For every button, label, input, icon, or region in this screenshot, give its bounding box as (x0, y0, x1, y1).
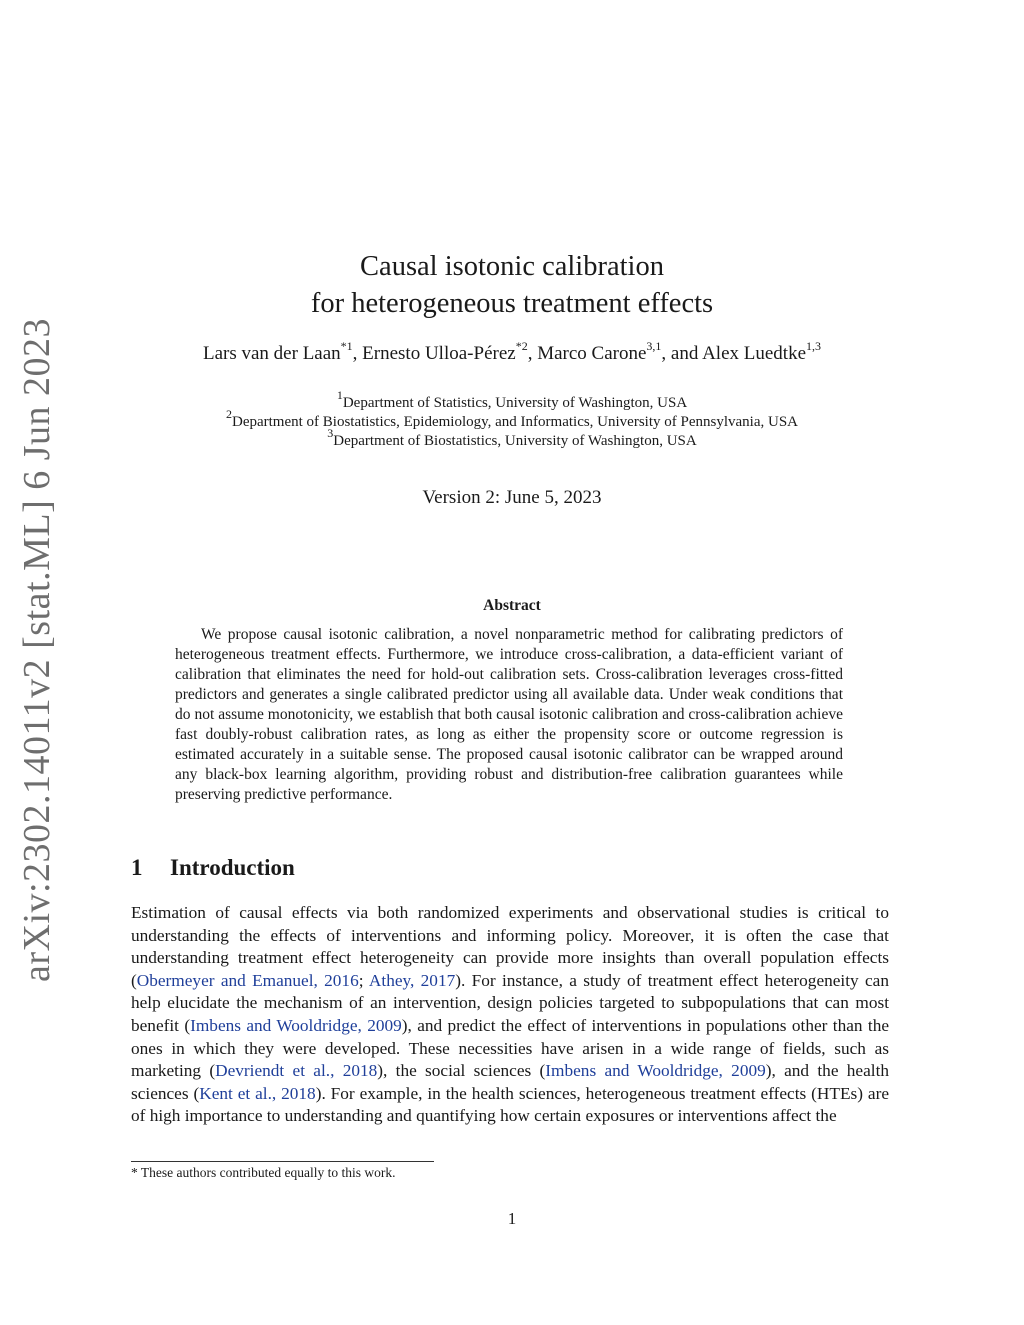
author-superscript: 1,3 (806, 338, 821, 353)
footnote-divider (131, 1161, 434, 1162)
author-separator: , and (661, 343, 703, 364)
affiliation (0, 407, 1024, 432)
author-separator: , (352, 343, 363, 364)
body-text: ). For instance, a study of treatment effect heterogeneity can help elucidate the mechanism of an intervention, design policies targeted to subpopulations that can most benefit ( (131, 970, 889, 1035)
abstract-text: We propose causal isotonic calibration, a novel nonparametric method for calibrating predictors of heterogeneous treatment effects. Furthermore, we introduce cross-calibration, a data-efficient variant of calibration that eliminates the need for hold-out calibration sets. Cross-calibration leverages cross-fitted predictors and generates a single calibrated predictor using all available data. Under weak conditions that do not assume monotonicity, we establish that both causal isotonic calibration and cross-calibration achieve fast doubly-robust calibration rates, as long as either the propensity score or outcome regression is estimated accurately in a suitable sense. The proposed causal isotonic calibrator can be wrapped around any black-box learning algorithm, providing robust and distribution-free calibration guarantees while preserving predictive performance. (175, 626, 843, 803)
body-text: ), and the health sciences ( (131, 1061, 890, 1103)
affiliation-text: Department of Biostatistics, University of Washington, USA (333, 433, 697, 449)
author-superscript: *2 (515, 338, 528, 353)
footnote: * These authors contributed equally to this work. (131, 1165, 396, 1180)
citation-link[interactable]: Devriendt et al., 2018 (215, 1061, 378, 1081)
affiliation-text: Department of Biostatistics, Epidemiology, and Informatics, University of Pennsylvania, USA (231, 414, 798, 430)
citation-link[interactable]: Imbens and Wooldridge, 2009 (545, 1061, 766, 1081)
version-date: Version 2: June 5, 2023 (422, 487, 602, 508)
arxiv-identifier-stamp: arXiv:2302.14011v2 [stat.ML] 6 Jun 2023 (16, 317, 58, 983)
body-text: Estimation of causal effects via both randomized experiments and observational studies is critical to understanding the effects of interventions and informing policy. Moreover, it is often the case that understanding treatment effect heterogeneity can provide more insights than overall population effects ( (131, 903, 889, 990)
citation-link[interactable]: Obermeyer and Emanuel, 2016 (136, 970, 359, 990)
citation-link[interactable]: Kent et al., 2018 (199, 1083, 316, 1103)
page-number: 1 (507, 1209, 517, 1228)
body-text: ; (358, 970, 369, 990)
section-number: 1 (131, 855, 143, 880)
affiliation (0, 426, 1024, 451)
affiliation-superscript: 3 (327, 426, 334, 440)
title-line-1: Causal isotonic calibration (360, 251, 664, 282)
citation-link[interactable]: Athey, 2017 (368, 970, 456, 990)
affiliation-superscript: 1 (336, 388, 343, 402)
citation-link[interactable]: Imbens and Wooldridge, 2009 (190, 1015, 402, 1035)
affiliation-list (0, 388, 1024, 451)
author-name: Ernesto Ulloa-Pérez (362, 343, 516, 364)
section-title: Introduction (170, 855, 295, 880)
affiliation (0, 388, 1024, 413)
author-superscript: 3,1 (646, 338, 662, 353)
affiliation-superscript: 2 (225, 407, 232, 421)
title-line-2: for heterogeneous treatment effects (310, 288, 714, 319)
body-text: ), and predict the effect of interventions in populations other than the ones in which they were developed. These necessities have arisen in a wide range of fields, such as marketing ( (131, 1015, 890, 1081)
section-heading (131, 855, 295, 881)
abstract-heading: Abstract (483, 597, 541, 614)
paper-title (0, 248, 1024, 322)
body-text: ). For example, in the health sciences, heterogeneous treatment effects (HTEs) are of high importance to understanding and quantifying how certain exposures or interventions affect the (131, 1083, 889, 1126)
introduction-paragraph (131, 902, 889, 1128)
author-name: Lars van der Laan (202, 343, 341, 364)
author-name: Alex Luedtke (702, 343, 806, 364)
author-list (0, 338, 1024, 366)
author-separator: , (527, 343, 538, 364)
author-superscript: *1 (340, 338, 353, 353)
author-name: Marco Carone (537, 343, 647, 364)
body-text: ), the social sciences ( (377, 1061, 546, 1081)
affiliation-text: Department of Statistics, University of Washington, USA (342, 395, 688, 411)
